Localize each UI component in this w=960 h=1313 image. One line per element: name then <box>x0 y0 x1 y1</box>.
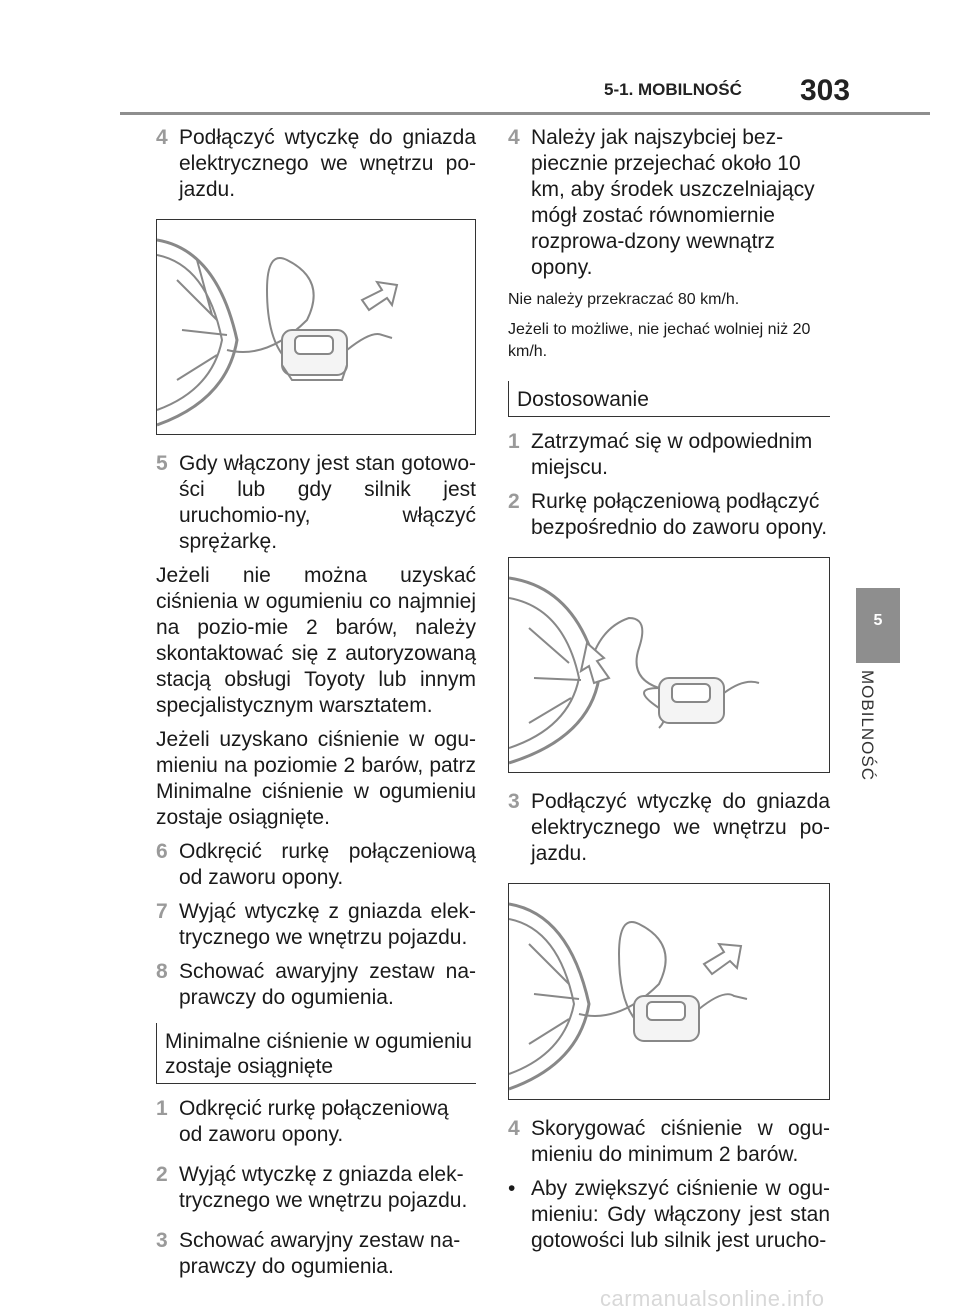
step-number: 1 <box>508 430 520 453</box>
subsection-heading: Dostosowanie <box>508 381 830 417</box>
header-divider <box>120 112 930 115</box>
step-number: 4 <box>508 1117 520 1140</box>
step-number: 6 <box>156 840 168 863</box>
step-item <box>508 489 830 541</box>
step-text: Podłączyć wtyczkę do gniazda elektrycznego we wnętrzu po-jazdu. <box>179 126 476 201</box>
subsection-heading-line: zostaje osiągnięte <box>165 1055 334 1078</box>
section-title: 5-1. MOBILNOŚĆ <box>604 80 742 99</box>
subsection-heading <box>156 1023 476 1084</box>
watermark: carmanualsonline.info <box>600 1286 825 1311</box>
illustration-svg <box>157 220 476 434</box>
note-text: Jeżeli to możliwe, nie jechać wolniej niż 20 km/h. <box>508 321 811 360</box>
step-text: Gdy włączony jest stan gotowo-ści lub gdy silnik jest uruchomio-ny, włączyć sprężarkę. <box>179 452 476 553</box>
chapter-label: MOBILNOŚĆ <box>858 670 877 782</box>
step-item <box>156 1096 476 1148</box>
step-text: Skorygować ciśnienie w ogu-mieniu do minimum 2 barów. <box>531 1117 830 1166</box>
step-text: Wyjąć wtyczkę z gniazda elek-trycznego we wnętrzu pojazdu. <box>179 1163 468 1212</box>
step-item <box>156 1162 476 1214</box>
bullet-symbol: • <box>508 1177 516 1200</box>
paragraph: Jeżeli uzyskano ciśnienie w ogu-mieniu na poziomie 2 barów, patrz Minimalne ciśnienie w ogumieniu zostaje osiągnięte. <box>156 728 476 829</box>
step-number: 4 <box>508 126 520 149</box>
step-item <box>508 125 830 281</box>
step-item <box>508 429 830 481</box>
step-number: 3 <box>508 790 520 813</box>
step-text: Odkręcić rurkę połączeniową od zaworu opony. <box>179 840 476 889</box>
step-number: 7 <box>156 900 168 923</box>
right-column <box>508 125 830 1254</box>
paragraph: Jeżeli nie można uzyskać ciśnienia w ogumieniu co najmniej na pozio-mie 2 barów, należy skontaktować się z autoryzowaną stacją obsługi Toyoty lub innym specjalistycznym warsztatem. <box>156 564 476 717</box>
step-text: Schować awaryjny zestaw na-prawczy do ogumienia. <box>179 1229 461 1278</box>
illustration-compressor-plug <box>156 219 476 435</box>
step-item <box>156 1228 476 1280</box>
step-text: Podłączyć wtyczkę do gniazda elektrycznego we wnętrzu po-jazdu. <box>531 790 830 865</box>
chapter-number: 5 <box>873 612 883 629</box>
step-number: 2 <box>508 490 520 513</box>
note-text: Nie należy przekraczać 80 km/h. <box>508 291 740 308</box>
step-item <box>508 1116 830 1168</box>
step-text: Schować awaryjny zestaw na-prawczy do ogumienia. <box>179 960 476 1009</box>
bullet-item <box>508 1176 830 1254</box>
bullet-text: Aby zwiększyć ciśnienie w ogu-mieniu: Gdy włączony jest stan gotowości lub silnik jest urucho- <box>531 1177 830 1252</box>
illustration-svg <box>509 884 830 1099</box>
subsection-heading-line: Minimalne ciśnienie w ogumieniu <box>165 1030 472 1053</box>
step-number: 5 <box>156 452 168 475</box>
illustration-compressor-plug <box>508 883 830 1100</box>
step-text: Należy jak najszybciej bez-piecznie przejechać około 10 km, aby środek uszczelniający mógł zostać równomiernie rozprowa-dzony wewnątrz opony. <box>531 126 815 279</box>
step-number: 4 <box>156 126 168 149</box>
step-item <box>156 451 476 555</box>
step-number: 8 <box>156 960 168 983</box>
illustration-valve-connection <box>508 557 830 773</box>
step-number: 1 <box>156 1097 168 1120</box>
step-text: Wyjąć wtyczkę z gniazda elek-trycznego we wnętrzu pojazdu. <box>179 900 476 949</box>
step-item <box>156 899 476 951</box>
step-text: Odkręcić rurkę połączeniową od zaworu opony. <box>179 1097 449 1146</box>
left-column <box>156 125 476 1288</box>
step-text: Rurkę połączeniową podłączyć bezpośrednio do zaworu opony. <box>531 490 828 539</box>
step-number: 3 <box>156 1229 168 1252</box>
step-item <box>156 125 476 203</box>
step-number: 2 <box>156 1163 168 1186</box>
page-number: 303 <box>800 74 851 107</box>
step-item <box>156 839 476 891</box>
step-item <box>156 959 476 1011</box>
illustration-svg <box>509 558 830 772</box>
step-item <box>508 789 830 867</box>
step-text: Zatrzymać się w odpowiednim miejscu. <box>531 430 813 479</box>
